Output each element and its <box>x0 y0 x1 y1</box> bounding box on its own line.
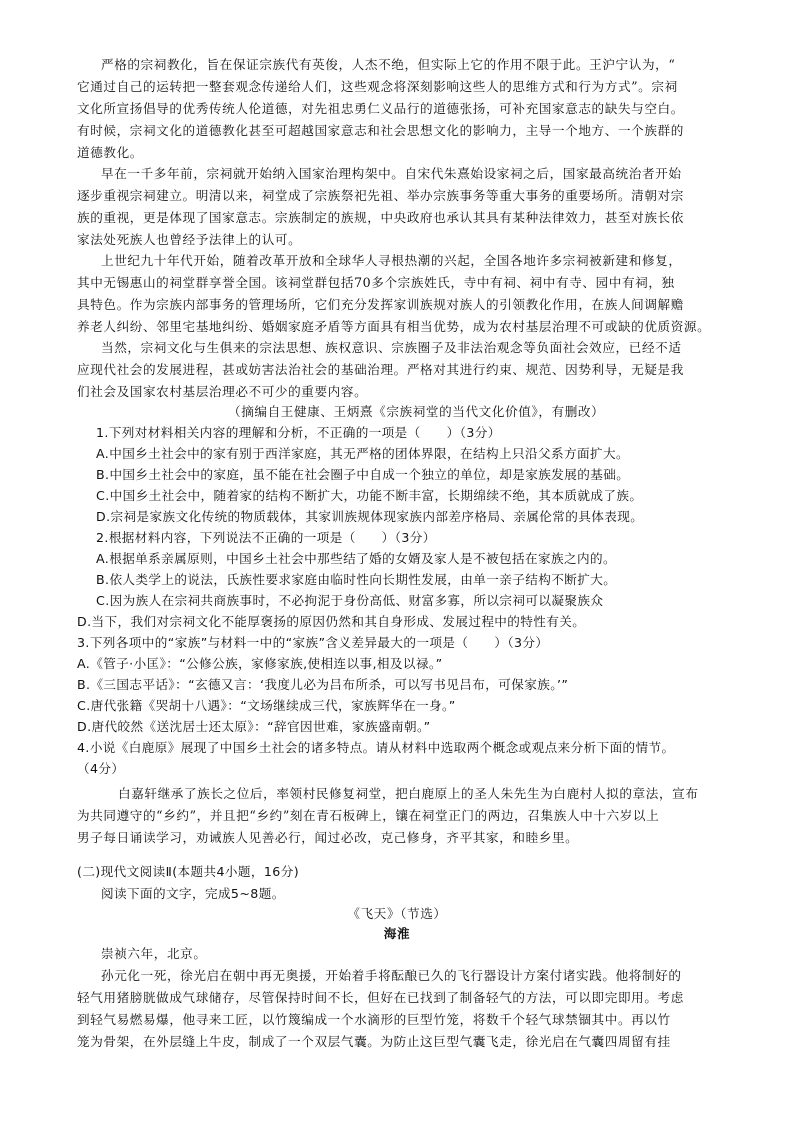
question-1-option-d: D.宗祠是家族文化传统的物质载体，其家训族规体现家族内部差序格局、亲属伦常的具体表现。 <box>96 509 644 524</box>
question-1-stem: 1.下列对材料相关内容的理解和分析，不正确的一项是（ ）（3分） <box>96 425 501 440</box>
story-author: 海淮 <box>383 926 411 941</box>
question-4-stem: 4.小说《白鹿原》展现了中国乡土社会的诸多特点。请从材料中选取两个概念或观点来分析下面的情节。 <box>77 740 675 755</box>
story-line-5: 笼为骨架，在外层缝上牛皮，制成了一个双层气囊。为防止这巨型气囊飞走，徐光启在气囊四周留有挂 <box>77 1034 671 1049</box>
story-line-2: 孙元化一死，徐光启在朝中再无奥援，开始着手将酝酿已久的飞行器设计方案付诸实践。他将制好的 <box>101 968 682 983</box>
paragraph-1-line-5: 道德教化。 <box>77 145 143 160</box>
question-2-stem: 2.根据材料内容，下列说法不正确的一项是（ ）（3分） <box>96 530 436 545</box>
story-title: 《飞天》（节选） <box>347 906 447 921</box>
paragraph-3-line-3: 具特色。作为宗族内部事务的管理场所，它们充分发挥家训族规对族人的引领教化作用，在族人间调解赡 <box>77 297 684 312</box>
story-line-1: 崇祯六年，北京。 <box>101 946 207 961</box>
question-4-excerpt-line-3: 男子每日诵读学习，劝诫族人见善必行，闻过必改，克己修身，齐平其家，和睦乡里。 <box>77 830 579 845</box>
paragraph-1-line-4: 有时候，宗祠文化的道德教化甚至可超越国家意志和社会思想文化的影响力，主导一个地方、一个族群的 <box>77 123 684 138</box>
story-line-4: 到轻气易燃易爆，他寻来工匠，以竹篾编成一个水滴形的巨型竹笼，将数千个轻气球禁锢其中。再以竹 <box>77 1012 671 1027</box>
paragraph-4-line-2: 应现代社会的发展进程，甚或妨害法治社会的基础治理。严格对其进行约束、规范、因势利导，无疑是我 <box>77 362 684 377</box>
question-3-option-d: D.唐代皎然《送沈居士还太原》：“辞官因世难，家族盛南朝。” <box>77 719 431 734</box>
paragraph-2-line-4: 家法处死族人也曾经予法律上的认可。 <box>77 232 302 247</box>
paragraph-3-line-4: 养老人纠纷、邻里宅基地纠纷、婚姻家庭矛盾等方面具有相当优势，成为农村基层治理不可或缺的优质资源。 <box>77 319 711 334</box>
question-1-option-b: B.中国乡土社会中的家庭，虽不能在社会圈子中自成一个独立的单位，却是家族发展的基础。 <box>96 467 630 482</box>
question-3-option-a: A.《管子·小匡》：“公修公族，家修家族,使相连以事,相及以禄。” <box>77 656 443 671</box>
question-4-excerpt-line-1: 白嘉轩继承了族长之位后，率领村民修复祠堂，把白鹿原上的圣人朱先生为白鹿村人拟的章法，宣布 <box>118 786 699 801</box>
question-1-option-c: C.中国乡土社会中，随着家的结构不断扩大，功能不断丰富，长期绵续不绝，其本质就成了族。 <box>96 488 643 503</box>
paragraph-1-line-2: 它通过自己的运转把一整套观念传递给人们，这些观念将深刻影响这些人的思维方式和行为方式”。宗祠 <box>77 79 678 94</box>
question-4-excerpt-line-2: 为共同遵守的“乡约”，并且把“乡约”刻在青石板碑上，镶在祠堂正门的两边，召集族人中十六岁以上 <box>77 808 660 823</box>
question-3-option-c: C.唐代张籍《哭胡十八遇》：“文场继续成三代，家族辉华在一身。” <box>77 698 456 713</box>
paragraph-1-line-3: 文化所宣扬倡导的优秀传统人伦道德，对先祖忠勇仁义品行的道德张扬，可补充国家意志的缺失与空白。 <box>77 101 684 116</box>
paragraph-1-line-1: 严格的宗祠教化，旨在保证宗族代有英俊，人杰不绝，但实际上它的作用不限于此。王沪宁认为，“ <box>101 57 676 72</box>
paragraph-3-line-1: 上世纪九十年代开始，随着改革开放和全球华人寻根热潮的兴起，全国各地许多宗祠被新建和修复， <box>101 253 682 268</box>
story-line-3: 轻气用猪膀胱做成气球储存，尽管保持时间不长，但好在已找到了制备轻气的方法，可以即完即用。考虑 <box>77 990 684 1005</box>
question-4-score: （4分） <box>77 761 125 776</box>
paragraph-2-line-1: 早在一千多年前，宗祠就开始纳入国家治理构架中。自宋代朱熹始设家祠之后，国家最高统治者开始 <box>101 166 682 181</box>
question-3-stem: 3.下列各项中的“家族”与材料一中的“家族”含义差异最大的一项是（ ）（3分） <box>77 635 549 650</box>
paragraph-4-line-3: 们社会及国家农村基层治理必不可少的重要内容。 <box>77 384 368 399</box>
question-2-option-b: B.依人类学上的说法，氏族性要求家庭由临时性向长期性发展，由单一亲子结构不断扩大。 <box>96 572 617 587</box>
question-3-option-b: B.《三国志平话》：“玄德又言：‘我度儿必为吕布所杀，可以写书见吕布，可保家族。’” <box>77 677 569 692</box>
paragraph-3-line-2: 其中无锡惠山的祠堂群享誉全国。该祠堂群包括70多个宗族姓氏，寺中有祠、祠中有寺、园中有祠，独 <box>77 275 675 290</box>
source-citation: （摘编自王健康、王炳熹《宗族祠堂的当代文化价值》，有删改） <box>228 404 605 419</box>
question-2-option-d: D.当下，我们对宗祠文化不能厚褒扬的原因仍然和其自身形成、发展过程中的特性有关。 <box>77 614 586 629</box>
question-2-option-c: C.因为族人在宗祠共商族事时，不必拘泥于身份高低、财富多寡，所以宗祠可以凝聚族众 <box>96 593 604 608</box>
question-1-option-a: A.中国乡土社会中的家有别于西洋家庭，其无严格的团体界限，在结构上只沿父系方面扩大。 <box>96 446 629 461</box>
paragraph-2-line-3: 族的重视，更是体现了国家意志。宗族制定的族规，中央政府也承认其具有某种法律效力，甚至对族长依 <box>77 210 684 225</box>
section-2-heading: (二)现代文阅读Ⅱ(本题共4小题，16分) <box>77 864 300 879</box>
section-2-instruction: 阅读下面的文字，完成5~8题。 <box>101 886 285 901</box>
question-2-option-a: A.根据单系亲属原则，中国乡土社会中那些结了婚的女婿及家人是不被包括在家族之内的。 <box>96 551 616 566</box>
paragraph-2-line-2: 逐步重视宗祠建立。明清以来，祠堂成了宗族祭祀先祖、举办宗族事务等重大事务的重要场所。清朝对宗 <box>77 188 684 203</box>
paragraph-4-line-1: 当然，宗祠文化与生俱来的宗法思想、族权意识、宗族圈子及非法治观念等负面社会效应，已经不适 <box>101 340 682 355</box>
